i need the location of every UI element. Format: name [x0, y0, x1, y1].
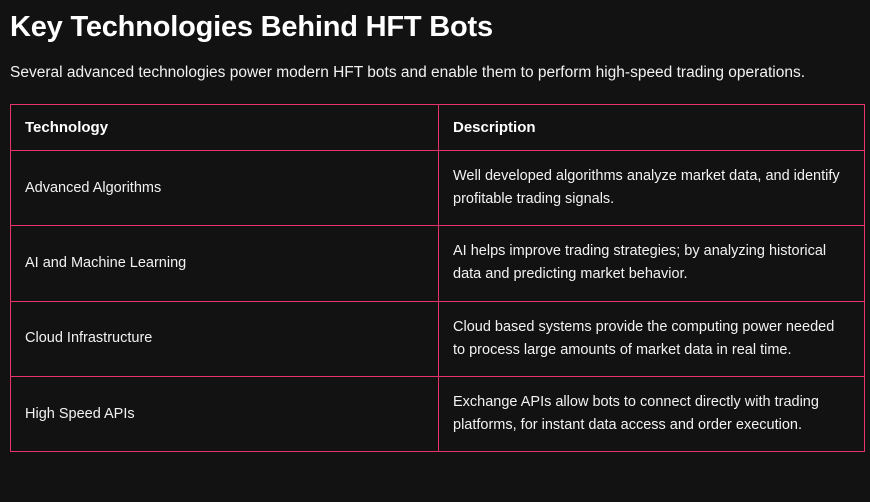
- technologies-table: [10, 104, 865, 453]
- cell-technology: AI and Machine Learning: [11, 226, 439, 301]
- column-header-description: Description: [439, 104, 865, 150]
- table-row: [11, 226, 865, 301]
- table-row: [11, 377, 865, 452]
- cell-technology: Cloud Infrastructure: [11, 301, 439, 376]
- cell-description: Well developed algorithms analyze market data, and identify profitable trading signals.: [439, 150, 865, 225]
- column-header-technology: Technology: [11, 104, 439, 150]
- table-row: [11, 150, 865, 225]
- table-row: [11, 301, 865, 376]
- table-header: [11, 104, 865, 150]
- page-title: Key Technologies Behind HFT Bots: [10, 11, 493, 43]
- intro-paragraph: Several advanced technologies power modern HFT bots and enable them to perform high-speed trading operations.: [10, 63, 805, 81]
- cell-technology: Advanced Algorithms: [11, 150, 439, 225]
- cell-description: Exchange APIs allow bots to connect directly with trading platforms, for instant data access and order execution.: [439, 377, 865, 452]
- table-header-row: [11, 104, 865, 150]
- cell-description: Cloud based systems provide the computing power needed to process large amounts of market data in real time.: [439, 301, 865, 376]
- cell-technology: High Speed APIs: [11, 377, 439, 452]
- cell-description: AI helps improve trading strategies; by analyzing historical data and predicting market behavior.: [439, 226, 865, 301]
- table-body: [11, 150, 865, 452]
